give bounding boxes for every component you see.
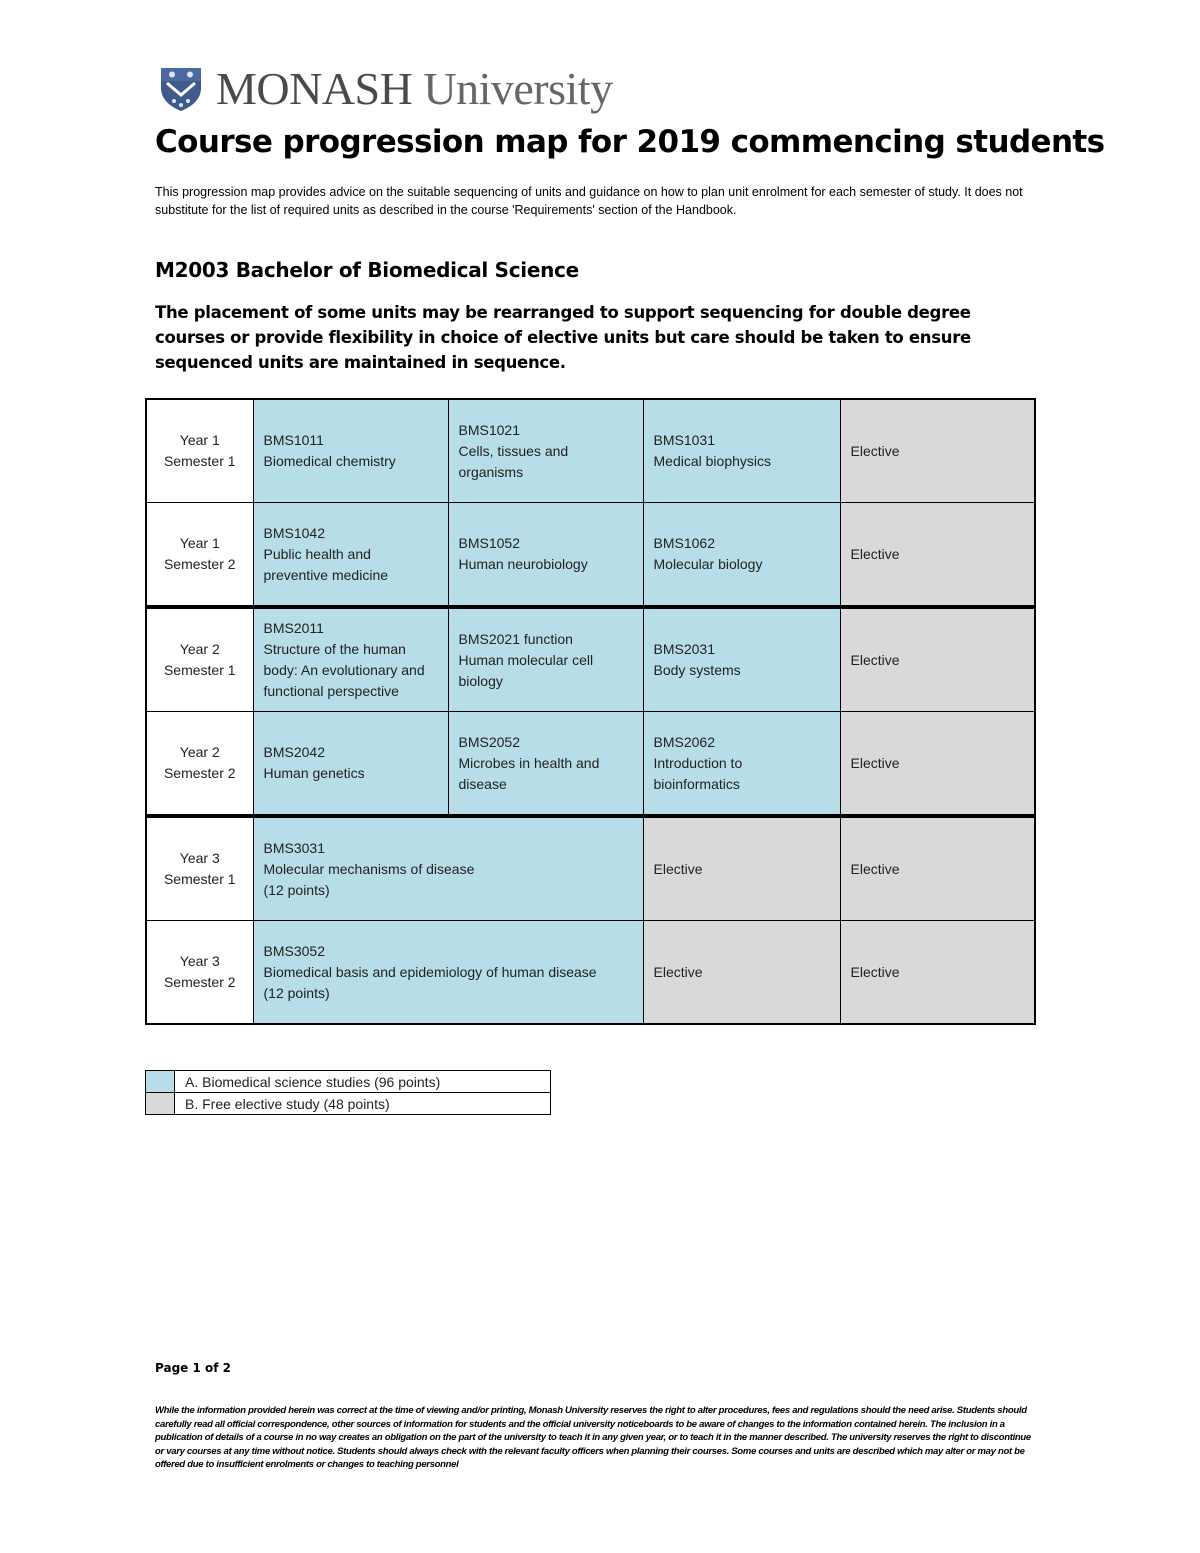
- elective-cell: Elective: [840, 607, 1035, 712]
- unit-cell: [643, 712, 840, 817]
- elective-cell: Elective: [840, 816, 1035, 921]
- unit-code: BMS2021 function: [458, 630, 573, 647]
- unit-code: BMS2031: [653, 641, 715, 657]
- unit-name: Microbes in health and disease: [458, 754, 600, 792]
- legend-label: B. Free elective study (48 points): [175, 1093, 551, 1115]
- elective-cell: Elective: [840, 399, 1035, 503]
- unit-code: BMS1062: [653, 535, 715, 551]
- unit-name: Molecular biology: [653, 556, 763, 572]
- unit-code: BMS1052: [458, 535, 520, 551]
- term-cell: Year 3 Semester 1: [146, 816, 253, 921]
- unit-cell: [253, 399, 448, 503]
- intro-paragraph: This progression map provides advice on the suitable sequencing of units and guidance on how to plan unit enrolment for each semester of study. It does not substitute for the list of required units as described in the course 'Requirements' section of the Handbook.: [155, 185, 1023, 217]
- unit-code: BMS3031: [263, 839, 325, 856]
- unit-points: (12 points): [263, 984, 330, 1001]
- table-row: [146, 607, 1035, 712]
- unit-cell: [448, 712, 643, 817]
- term-cell: Year 1 Semester 2: [146, 503, 253, 608]
- elective-cell: Elective: [643, 921, 840, 1025]
- monash-logo: [158, 63, 613, 114]
- legend-item: [146, 1071, 551, 1093]
- elective-cell: Elective: [840, 503, 1035, 608]
- legend-swatch-core: [146, 1071, 175, 1093]
- unit-code: BMS1031: [653, 432, 715, 448]
- unit-code: BMS3052: [263, 942, 325, 959]
- unit-cell: [448, 503, 643, 608]
- logo-brand: MONASH: [216, 63, 413, 114]
- unit-name: Biomedical chemistry: [263, 453, 396, 469]
- unit-code: BMS2052: [458, 733, 520, 750]
- unit-cell: [253, 816, 643, 921]
- unit-name: Cells, tissues and organisms: [458, 442, 569, 480]
- unit-name: Molecular mechanisms of disease: [263, 860, 475, 877]
- monash-crest-icon: [158, 66, 204, 112]
- term-cell: Year 1 Semester 1: [146, 399, 253, 503]
- unit-code: BMS2042: [263, 744, 325, 760]
- unit-cell: [253, 712, 448, 817]
- unit-cell: [253, 921, 643, 1025]
- elective-cell: Elective: [840, 921, 1035, 1025]
- elective-cell: Elective: [840, 712, 1035, 817]
- unit-code: BMS1042: [263, 524, 325, 541]
- page-title: Course progression map for 2019 commencing students: [155, 124, 1105, 160]
- course-title: M2003 Bachelor of Biomedical Science: [155, 258, 579, 282]
- unit-name: Human molecular cell biology: [458, 651, 594, 689]
- unit-name: Medical biophysics: [653, 453, 771, 469]
- legend-swatch-elective: [146, 1093, 175, 1115]
- unit-name: Body systems: [653, 662, 741, 678]
- unit-code: BMS2011: [263, 620, 324, 636]
- term-cell: Year 2 Semester 2: [146, 712, 253, 817]
- unit-name: Human neurobiology: [458, 556, 588, 572]
- table-row: [146, 921, 1035, 1025]
- unit-code: BMS1021: [458, 421, 520, 438]
- unit-name: Public health and preventive medicine: [263, 545, 389, 583]
- term-cell: Year 3 Semester 2: [146, 921, 253, 1025]
- unit-cell: [448, 607, 643, 712]
- unit-name: Biomedical basis and epidemiology of human disease: [263, 963, 597, 980]
- legend-label: A. Biomedical science studies (96 points): [175, 1071, 551, 1093]
- page-number: Page 1 of 2: [155, 1361, 231, 1375]
- unit-cell: [643, 607, 840, 712]
- unit-cell: [643, 503, 840, 608]
- sequencing-note: The placement of some units may be rearranged to support sequencing for double degree courses or provide flexibility in choice of elective units but care should be taken to ensure sequenced units are maintained in sequence.: [155, 303, 971, 372]
- unit-cell: [448, 399, 643, 503]
- unit-code: BMS2062: [653, 733, 715, 750]
- unit-name: Introduction to bioinformatics: [653, 754, 743, 792]
- elective-cell: Elective: [643, 816, 840, 921]
- legend-table: [145, 1070, 551, 1115]
- unit-code: BMS1011: [263, 432, 324, 448]
- unit-name: Human genetics: [263, 765, 365, 781]
- unit-cell: [643, 399, 840, 503]
- progression-table: [145, 398, 1036, 1025]
- table-row: [146, 399, 1035, 503]
- unit-cell: [253, 503, 448, 608]
- unit-name: Structure of the human body: An evolutionary and functional perspective: [263, 641, 425, 699]
- unit-points: (12 points): [263, 881, 330, 898]
- legend-item: [146, 1093, 551, 1115]
- unit-cell: [253, 607, 448, 712]
- term-cell: Year 2 Semester 1: [146, 607, 253, 712]
- table-row: [146, 816, 1035, 921]
- logo-suffix: University: [423, 63, 613, 114]
- table-row: [146, 712, 1035, 817]
- disclaimer: While the information provided herein was correct at the time of viewing and/or printing, Monash University reserves the right to alter procedures, fees and regulations should the need arise. Students should carefully read all official correspondence, other sources of information for students and the official university noticeboards to be aware of changes to the information contained herein. The inclusion in a publication of details of a course in no way creates an obligation on the part of the university to teach it in any given year, or to teach it in the manner described. The university reserves the right to discontinue or vary courses at any time without notice. Students should always check with the relevant faculty officers when planning their courses. Some courses and units are described which may alter or may not be offered due to insufficient enrolments or changes to teaching personnel: [155, 1405, 1031, 1470]
- table-row: [146, 503, 1035, 608]
